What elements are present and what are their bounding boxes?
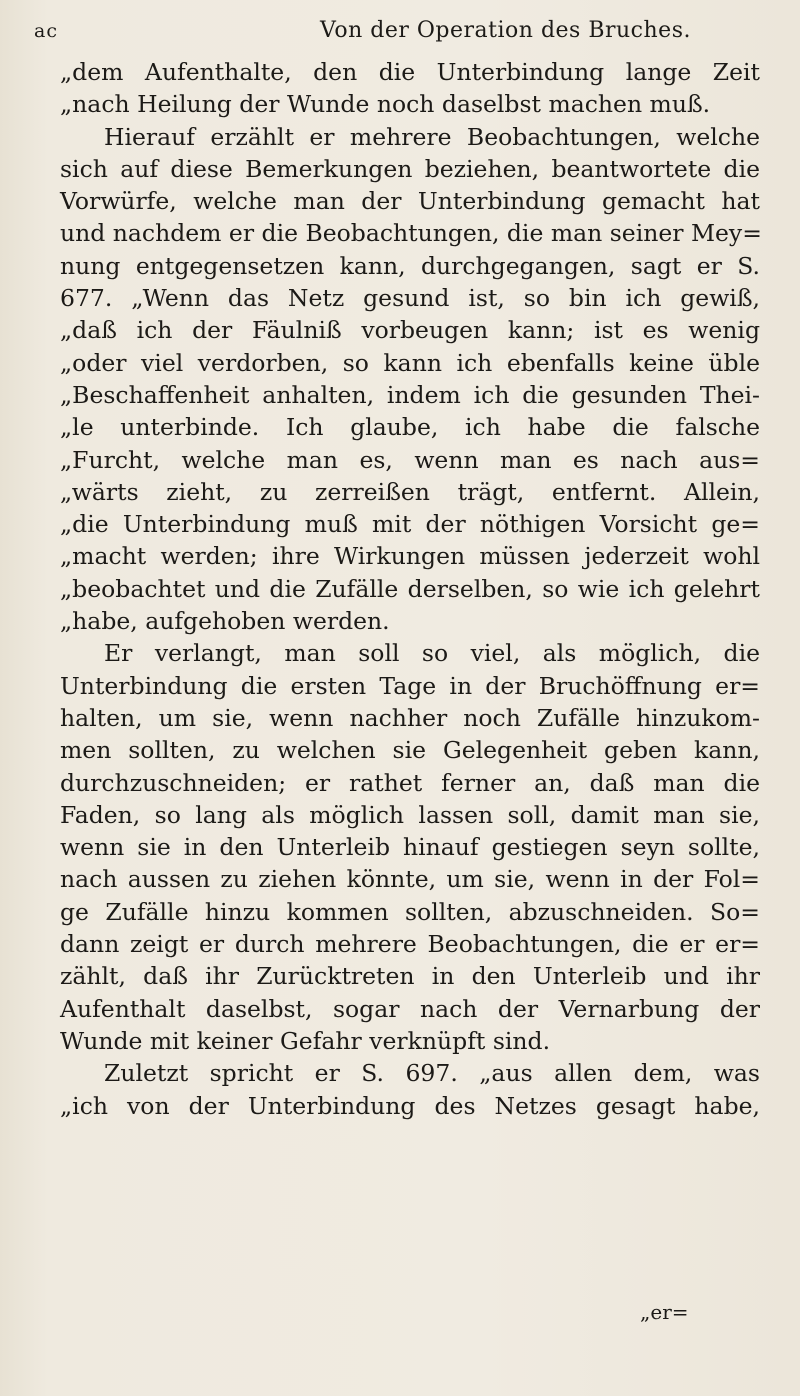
- text-line: Er verlangt, man soll so viel, als möglich, die: [104, 639, 760, 668]
- text-line: „dem Aufenthalte, den die Unterbindung lange Zeit: [60, 58, 760, 86]
- text-line: Unterbindung die ersten Tage in der Bruchöffnung er=: [60, 671, 760, 700]
- page-header: [30, 8, 770, 48]
- text-line: „le unterbinde. Ich glaube, ich habe die falsche: [60, 413, 760, 442]
- text-line: „oder viel verdorben, so kann ich ebenfalls keine üble: [60, 348, 760, 377]
- text-line: durchzuschneiden; er rathet ferner an, daß man die: [60, 768, 760, 797]
- text-line: zählt, daß ihr Zurücktreten in den Unterleib und ihr: [60, 962, 760, 991]
- text-line: „wärts zieht, zu zerreißen trägt, entfernt. Allein,: [60, 477, 760, 506]
- text-line: Faden, so lang als möglich lassen soll, damit man sie,: [60, 800, 760, 829]
- text-line: nung entgegensetzen kann, durchgegangen, sagt er S.: [60, 251, 760, 280]
- text-line: „habe, aufgehoben werden.: [60, 607, 390, 636]
- text-line: wenn sie in den Unterleib hinauf gestiegen seyn sollte,: [60, 833, 760, 862]
- paragraph-conclusion: [60, 1057, 760, 1122]
- text-line: Aufenthalt daselbst, sogar nach der Vernarbung der: [60, 994, 760, 1023]
- body-text: [60, 56, 760, 1122]
- text-line: halten, um sie, wenn nachher noch Zufälle hinzukom-: [60, 703, 760, 732]
- text-line: dann zeigt er durch mehrere Beobachtungen, die er er=: [60, 930, 760, 959]
- text-line: „macht werden; ihre Wirkungen müssen jederzeit wohl: [60, 542, 760, 571]
- text-line: „Furcht, welche man es, wenn man es nach aus=: [60, 445, 760, 474]
- text-line: Hierauf erzählt er mehrere Beobachtungen, welche: [104, 122, 760, 151]
- running-head: Von der Operation des Bruches.: [320, 18, 691, 43]
- text-line: Wunde mit keiner Gefahr verknüpft sind.: [60, 1026, 551, 1055]
- text-line: „die Unterbindung muß mit der nöthigen Vorsicht ge=: [60, 510, 760, 539]
- text-line: „ich von der Unterbindung des Netzes gesagt habe,: [60, 1091, 760, 1120]
- text-line: sich auf diese Bemerkungen beziehen, beantwortete die: [60, 154, 760, 183]
- paragraph-observations: [60, 121, 760, 638]
- text-line: ge Zufälle hinzu kommen sollten, abzuschneiden. So=: [60, 897, 760, 926]
- catchword: „er=: [640, 1300, 689, 1324]
- text-line: Vorwürfe, welche man der Unterbindung gemacht hat: [60, 187, 760, 216]
- text-line: 677. „Wenn das Netz gesund ist, so bin ich gewiß,: [60, 284, 760, 313]
- paragraph-continuation: [60, 56, 760, 121]
- text-line: „nach Heilung der Wunde noch daselbst machen muß.: [60, 90, 711, 119]
- text-line: nach aussen zu ziehen könnte, um sie, wenn in der Fol=: [60, 865, 760, 894]
- text-line: „Beschaffenheit anhalten, indem ich die gesunden Thei-: [60, 380, 760, 409]
- text-line: und nachdem er die Beobachtungen, die man seiner Mey=: [60, 219, 762, 248]
- text-line: Zuletzt spricht er S. 697. „aus allen dem, was: [104, 1059, 760, 1088]
- page-number: ac: [34, 20, 58, 42]
- text-line: „daß ich der Fäulniß vorbeugen kann; ist es wenig: [60, 316, 760, 345]
- text-line: men sollten, zu welchen sie Gelegenheit geben kann,: [60, 736, 760, 765]
- paragraph-requirements: [60, 637, 760, 1057]
- text-line: „beobachtet und die Zufälle derselben, so wie ich gelehrt: [60, 574, 760, 603]
